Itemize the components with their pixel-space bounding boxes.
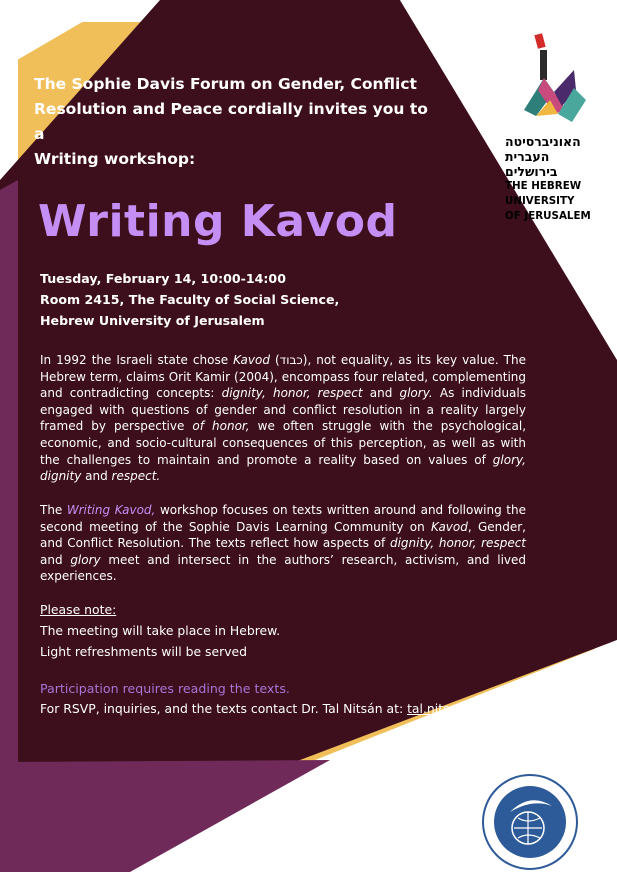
text: The xyxy=(40,503,67,517)
text-italic: Kavod xyxy=(233,353,270,367)
participation-requirement: Participation requires reading the texts. xyxy=(40,681,290,696)
davis-institute-seal-icon xyxy=(480,772,580,872)
text-italic: respect. xyxy=(111,469,161,484)
event-title: Writing Kavod xyxy=(38,196,398,247)
text: and xyxy=(40,552,71,567)
university-english: OF JERUSALEM xyxy=(505,210,591,222)
event-details xyxy=(40,268,339,331)
university-hebrew: העברית xyxy=(505,149,550,164)
intro-line: The Sophie Davis Forum on Gender, Conflict xyxy=(34,75,417,93)
note-heading: Please note: xyxy=(40,602,117,617)
text-italic: dignity, honor, respect xyxy=(389,536,526,551)
text: (כבוד), not equality, as its key value. The Hebrew term, claims Orit Kamir (2004), encompass four related, complementing and contradicting concepts: xyxy=(40,353,526,401)
intro-line: Resolution and Peace cordially invites you to a xyxy=(34,100,428,143)
text-italic: glory, dignity xyxy=(40,452,526,484)
university-hebrew: בירושלים xyxy=(505,164,558,179)
text: we often struggle with the psychological, economic, and socio-cultural consequences of this perception, as well as with the challenges to maintain and promote a reality based on values of xyxy=(40,419,527,467)
text: and xyxy=(81,469,112,484)
university-name xyxy=(505,134,591,224)
text-italic: glory xyxy=(70,552,101,567)
gold-left-strip xyxy=(0,180,18,762)
text: As individuals engaged with questions of gender and conflict resolution in a reality largely framed by perspective xyxy=(40,386,526,434)
event-institution: Hebrew University of Jerusalem xyxy=(40,313,265,328)
text-italic: glory. xyxy=(399,386,433,401)
text: and xyxy=(362,386,400,401)
notes-section xyxy=(40,599,280,662)
rsvp-text: For RSVP, inquiries, and the texts contact Dr. Tal Nitsán at: xyxy=(40,701,408,716)
note-line: Light refreshments will be served xyxy=(40,644,248,659)
event-room: Room 2415, The Faculty of Social Science, xyxy=(40,292,340,307)
university-english: UNIVERSITY xyxy=(505,195,575,207)
intro-line: Writing workshop: xyxy=(34,150,196,168)
university-english: THE HEBREW xyxy=(505,180,582,192)
text: , Gender, and Conflict Resolution. The texts reflect how aspects of xyxy=(40,519,526,551)
workshop-name: Writing Kavod, xyxy=(66,503,156,517)
description-paragraph-2 xyxy=(40,502,526,585)
text-italic: Kavod xyxy=(431,519,468,534)
hebrew-university-logo-icon xyxy=(514,30,604,130)
invitation-intro xyxy=(34,72,434,172)
purple-band-bottom xyxy=(0,760,330,872)
university-hebrew: האוניברסיטה xyxy=(505,134,581,149)
note-line: The meeting will take place in Hebrew. xyxy=(40,623,281,638)
text-italic: dignity, honor, respect xyxy=(221,386,363,401)
description-paragraph-1 xyxy=(40,352,526,485)
event-date: Tuesday, February 14, 10:00-14:00 xyxy=(40,271,286,286)
rsvp-line xyxy=(40,701,568,716)
text: In 1992 the Israeli state chose xyxy=(40,353,234,367)
text-italic: of honor, xyxy=(192,419,250,434)
email-link[interactable]: tal.nitsan1@mail.huji.ac.il xyxy=(407,701,568,716)
text: meet and intersect in the authors’ research, activism, and lived experiences. xyxy=(40,552,527,584)
text: workshop focuses on texts written around and following the second meeting of the Sophie Davis Learning Community on xyxy=(40,503,526,534)
